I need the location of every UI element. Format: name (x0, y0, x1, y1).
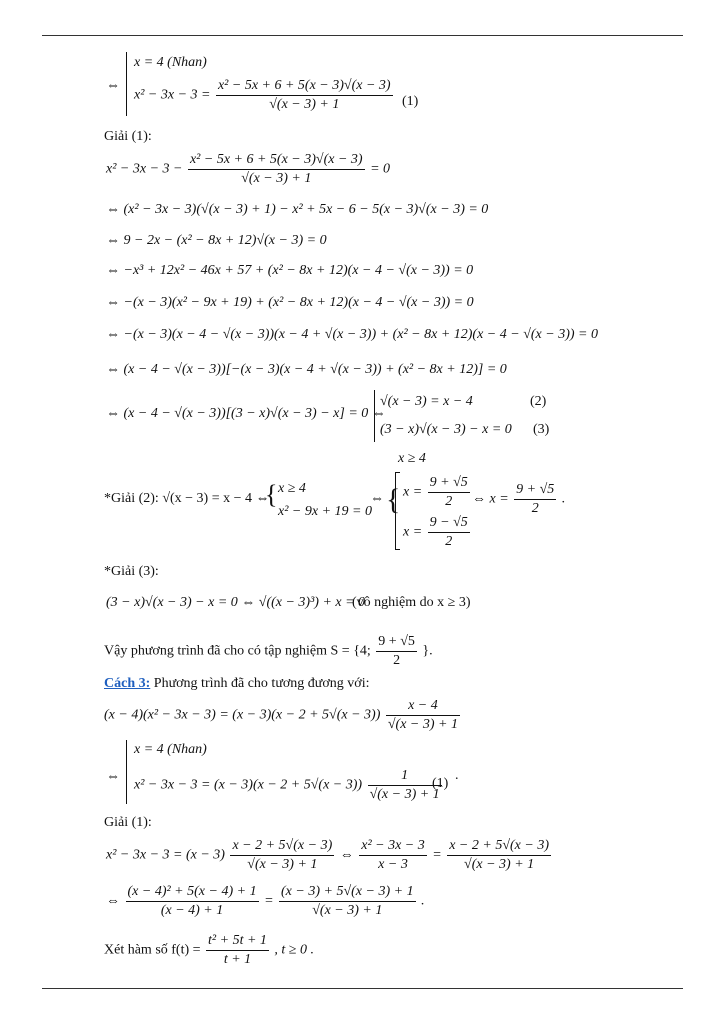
fraction-numerator: x − 4 (386, 698, 460, 716)
system-case (134, 768, 444, 803)
equation-line: ⇔ 9 − 2x − (x² − 8x + 12)√(x − 3) = 0 (106, 233, 327, 248)
equation-fraction (447, 838, 551, 873)
no-solution-note: (vô nghiệm do x ≥ 3) (352, 595, 471, 610)
case-fraction (368, 768, 442, 803)
case-fraction (428, 475, 470, 510)
solve-heading: Giải (1): (104, 815, 152, 830)
equation-tag-1: (1) (402, 94, 419, 109)
fraction-denominator: 2 (393, 653, 401, 668)
function-fraction (206, 933, 269, 968)
fraction-numerator: x² − 5x + 6 + 5(x − 3)√(x − 3) (216, 78, 393, 96)
equation-line: ⇔ −x³ + 12x² − 46x + 57 + (x² − 8x + 12)(x − 4 − √(x − 3)) = 0 (106, 263, 474, 278)
equation-lhs: (x − 4)(x² − 3x − 3) = (x − 3)(x − 2 + 5√(x − 3)) (104, 707, 381, 723)
conclusion-lead: Vậy phương trình đã cho có tập nghiệm S = (104, 643, 350, 659)
equals-sign: = (432, 847, 442, 863)
header-rule (42, 35, 683, 36)
method-3-link[interactable]: Cách 3: (104, 676, 151, 691)
conclusion (104, 634, 433, 669)
curly-brace: { (265, 480, 278, 509)
system-bracket (126, 740, 132, 804)
result-fraction (514, 482, 556, 517)
solve-3-heading: *Giải (3): (104, 564, 159, 579)
system-bracket (126, 52, 132, 116)
system-case-2-lhs: x² − 3x − 3 = (134, 87, 211, 103)
solution-case-1 (403, 475, 472, 510)
fraction-numerator: 1 (368, 768, 442, 786)
solve-2-result (472, 482, 565, 517)
fraction-numerator: 9 + √5 (376, 634, 417, 652)
system-case: x ≥ 4 (278, 481, 306, 496)
method-3-text: Phương trình đã cho tương đương với: (150, 676, 370, 691)
fraction-denominator: √(x − 3) + 1 (241, 171, 312, 186)
solution-case-2 (403, 515, 472, 550)
fraction-denominator: 2 (531, 501, 539, 516)
equation-line: ⇔ (x − 4 − √(x − 3))[(3 − x)√(x − 3) − x] = 0 ⇔ (106, 406, 386, 421)
equation-fraction (279, 884, 416, 919)
equation-fraction (188, 152, 365, 187)
solution-set-close: }. (422, 643, 433, 659)
fraction-denominator: √(x − 3) + 1 (247, 857, 318, 872)
method-3-heading (104, 675, 369, 693)
function-definition (104, 933, 314, 968)
solution-set-open: {4; (353, 643, 371, 659)
equation-line: (3 − x)√(x − 3) − x = 0 ⇔ √((x − 3)³) + x = 0 (106, 595, 366, 610)
equation-fraction (359, 838, 427, 873)
fraction-denominator: √(x − 3) + 1 (369, 787, 440, 802)
fraction-numerator: t² + 5t + 1 (206, 933, 269, 951)
fraction-denominator: √(x − 3) + 1 (464, 857, 535, 872)
equation-line: ⇔ (x − 4 − √(x − 3))[−(x − 3)(x − 4 + √(x − 3)) + (x² − 8x + 12)] = 0 (106, 362, 507, 377)
equation-line (106, 884, 425, 919)
fraction-numerator: (x − 3) + 5√(x − 3) + 1 (279, 884, 416, 902)
case-lhs: x = (403, 524, 423, 540)
case-lhs: x² − 3x − 3 = (x − 3)(x − 2 + 5√(x − 3)) (134, 777, 363, 793)
equals-sign: = (264, 893, 274, 909)
fraction-denominator: √(x − 3) + 1 (387, 717, 458, 732)
system-case-1: x = 4 (Nhan) (134, 55, 207, 70)
equation-rhs: = 0 (370, 161, 391, 177)
fraction-numerator: x − 2 + 5√(x − 3) (447, 838, 551, 856)
equation-line: ⇔ (x² − 3x − 3)(√(x − 3) + 1) − x² + 5x − 6 − 5(x − 3)√(x − 3) = 0 (106, 202, 489, 217)
fraction-numerator: 9 − √5 (428, 515, 470, 533)
fraction-numerator: 9 + √5 (428, 475, 470, 493)
system-case: √(x − 3) = x − 4 (380, 394, 473, 409)
equation-fraction (386, 698, 460, 733)
system-case: x ≥ 4 (398, 451, 426, 466)
period: . (561, 491, 566, 507)
equation-line: ⇔ −(x − 3)(x − 4 − √(x − 3))(x − 4 + √(x − 3)) + (x² − 8x + 12)(x − 4 − √(x − 3)) = 0 (106, 327, 598, 342)
system-case-2-fraction (216, 78, 393, 113)
solution-set-fraction (376, 634, 417, 669)
fraction-numerator: (x − 4)² + 5(x − 4) + 1 (126, 884, 259, 902)
function-lead: Xét hàm số f(t) = (104, 942, 201, 958)
fraction-numerator: x² − 3x − 3 (359, 838, 427, 856)
case-fraction (428, 515, 470, 550)
solve-heading: Giải (1): (104, 129, 152, 144)
system-case: x² − 9x + 19 = 0 (278, 504, 372, 519)
equation-lhs: x² − 3x − 3 = (x − 3) (106, 847, 225, 863)
fraction-denominator: (x − 4) + 1 (160, 903, 224, 918)
fraction-numerator: 9 + √5 (514, 482, 556, 500)
function-domain: , t ≥ 0 . (274, 942, 314, 958)
period: . (455, 768, 459, 783)
system-bracket (395, 472, 400, 550)
curly-brace: { (386, 483, 401, 516)
equivalence-symbol: ⇔ (339, 847, 354, 863)
system-case-2 (134, 78, 395, 113)
equivalence-symbol: ⇔ (106, 893, 120, 909)
equation-tag-2: (2) (530, 394, 547, 409)
period: . (421, 893, 425, 909)
system-case: x = 4 (Nhan) (134, 742, 207, 757)
fraction-denominator: √(x − 3) + 1 (269, 97, 340, 112)
result-lhs: ⇔ x = (472, 491, 509, 507)
equivalence-symbol: ⇔ (106, 769, 120, 784)
solve-2-lead: *Giải (2): √(x − 3) = x − 4 ⇔ (104, 491, 270, 506)
fraction-denominator: x − 3 (378, 857, 408, 872)
equivalence-symbol: ⇔ (106, 78, 120, 93)
fraction-denominator: 2 (445, 534, 453, 549)
equation-line: ⇔ −(x − 3)(x² − 9x + 19) + (x² − 8x + 12)(x − 4 − √(x − 3)) = 0 (106, 295, 474, 310)
equation-fraction (126, 884, 259, 919)
fraction-denominator: 2 (445, 494, 453, 509)
fraction-denominator: t + 1 (223, 952, 252, 967)
equation-tag-3: (3) (533, 422, 550, 437)
case-lhs: x = (403, 484, 423, 500)
equation-lhs: x² − 3x − 3 − (106, 161, 183, 177)
equation-line (106, 152, 390, 187)
fraction-numerator: x² − 5x + 6 + 5(x − 3)√(x − 3) (188, 152, 365, 170)
fraction-denominator: √(x − 3) + 1 (312, 903, 383, 918)
equation-line (104, 698, 462, 733)
system-case: (3 − x)√(x − 3) − x = 0 (380, 422, 512, 437)
equation-fraction (230, 838, 334, 873)
equivalence-symbol: ⇔ (370, 491, 384, 506)
equation-line (106, 838, 553, 873)
equation-tag-1: (1) (432, 776, 449, 791)
fraction-numerator: x − 2 + 5√(x − 3) (230, 838, 334, 856)
footer-rule (42, 988, 683, 989)
